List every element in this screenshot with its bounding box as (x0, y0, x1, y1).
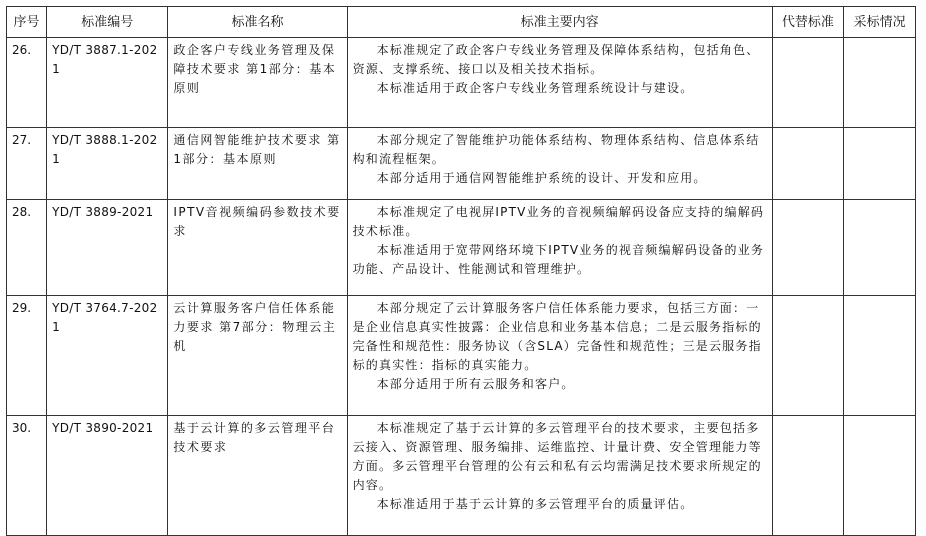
content-paragraph: 本部分适用于通信网智能维护系统的设计、开发和应用。 (376, 171, 707, 185)
replaced-standard (772, 38, 844, 128)
table-row (7, 128, 916, 200)
standard-code: YD/T 3888.1-2021 (47, 128, 168, 200)
content-paragraph: 本部分规定了云计算服务客户信任体系能力要求，包括三方面：一是企业信息真实性披露：企业信息和业务基本信息；二是云服务指标的完备性和规范性：服务协议（含SLA）完备性和规范性；三是云服务指标的真实性：指标的真实能力。 (352, 301, 762, 372)
standard-name: 云计算服务客户信任体系能力要求 第7部分：物理云主机 (168, 296, 347, 416)
adoption-status (844, 296, 916, 416)
adoption-status (844, 200, 916, 296)
standard-name: 政企客户专线业务管理及保障技术要求 第1部分：基本原则 (168, 38, 347, 128)
row-number: 27. (7, 128, 47, 200)
adoption-status (844, 128, 916, 200)
header-replaced: 代替标准 (772, 7, 844, 38)
replaced-standard (772, 200, 844, 296)
adoption-status (844, 416, 916, 536)
standard-code: YD/T 3764.7-2021 (47, 296, 168, 416)
standard-code: YD/T 3887.1-2021 (47, 38, 168, 128)
row-number: 29. (7, 296, 47, 416)
standard-content (347, 128, 772, 200)
header-code: 标准编号 (47, 7, 168, 38)
table-row (7, 296, 916, 416)
table-row (7, 416, 916, 536)
standard-code: YD/T 3890-2021 (47, 416, 168, 536)
standard-content (347, 416, 772, 536)
content-paragraph: 本标准适用于政企客户专线业务管理系统设计与建设。 (376, 81, 694, 95)
table-row (7, 38, 916, 128)
content-paragraph: 本部分适用于所有云服务和客户。 (376, 377, 575, 391)
header-no: 序号 (7, 7, 47, 38)
standard-name: 基于云计算的多云管理平台技术要求 (168, 416, 347, 536)
content-paragraph: 本标准适用于基于云计算的多云管理平台的质量评估。 (376, 497, 694, 511)
row-number: 26. (7, 38, 47, 128)
table-row (7, 200, 916, 296)
content-paragraph: 本标准规定了电视屏IPTV业务的音视频编解码设备应支持的编解码技术标准。 (352, 205, 765, 238)
header-name: 标准名称 (168, 7, 347, 38)
header-adopted: 采标情况 (844, 7, 916, 38)
replaced-standard (772, 296, 844, 416)
replaced-standard (772, 416, 844, 536)
standard-content (347, 200, 772, 296)
content-paragraph: 本标准规定了政企客户专线业务管理及保障体系结构，包括角色、资源、支撑系统、接口以及相关技术指标。 (352, 43, 760, 76)
standards-table (6, 6, 916, 536)
row-number: 30. (7, 416, 47, 536)
standard-content (347, 38, 772, 128)
header-row (7, 7, 916, 38)
standard-content (347, 296, 772, 416)
content-paragraph: 本标准规定了基于云计算的多云管理平台的技术要求，主要包括多云接入、资源管理、服务编排、运维监控、计量计费、安全管理能力等方面。多云管理平台管理的公有云和私有云均需满足技术要求所规定的内容。 (352, 421, 762, 492)
content-paragraph: 本部分规定了智能维护功能体系结构、物理体系结构、信息体系结构和流程框架。 (352, 133, 760, 166)
replaced-standard (772, 128, 844, 200)
row-number: 28. (7, 200, 47, 296)
standard-name: 通信网智能维护技术要求 第1部分：基本原则 (168, 128, 347, 200)
header-content: 标准主要内容 (347, 7, 772, 38)
adoption-status (844, 38, 916, 128)
content-paragraph: 本标准适用于宽带网络环境下IPTV业务的视音频编解码设备的业务功能、产品设计、性能测试和管理维护。 (352, 243, 765, 276)
standard-code: YD/T 3889-2021 (47, 200, 168, 296)
standard-name: IPTV音视频编码参数技术要求 (168, 200, 347, 296)
